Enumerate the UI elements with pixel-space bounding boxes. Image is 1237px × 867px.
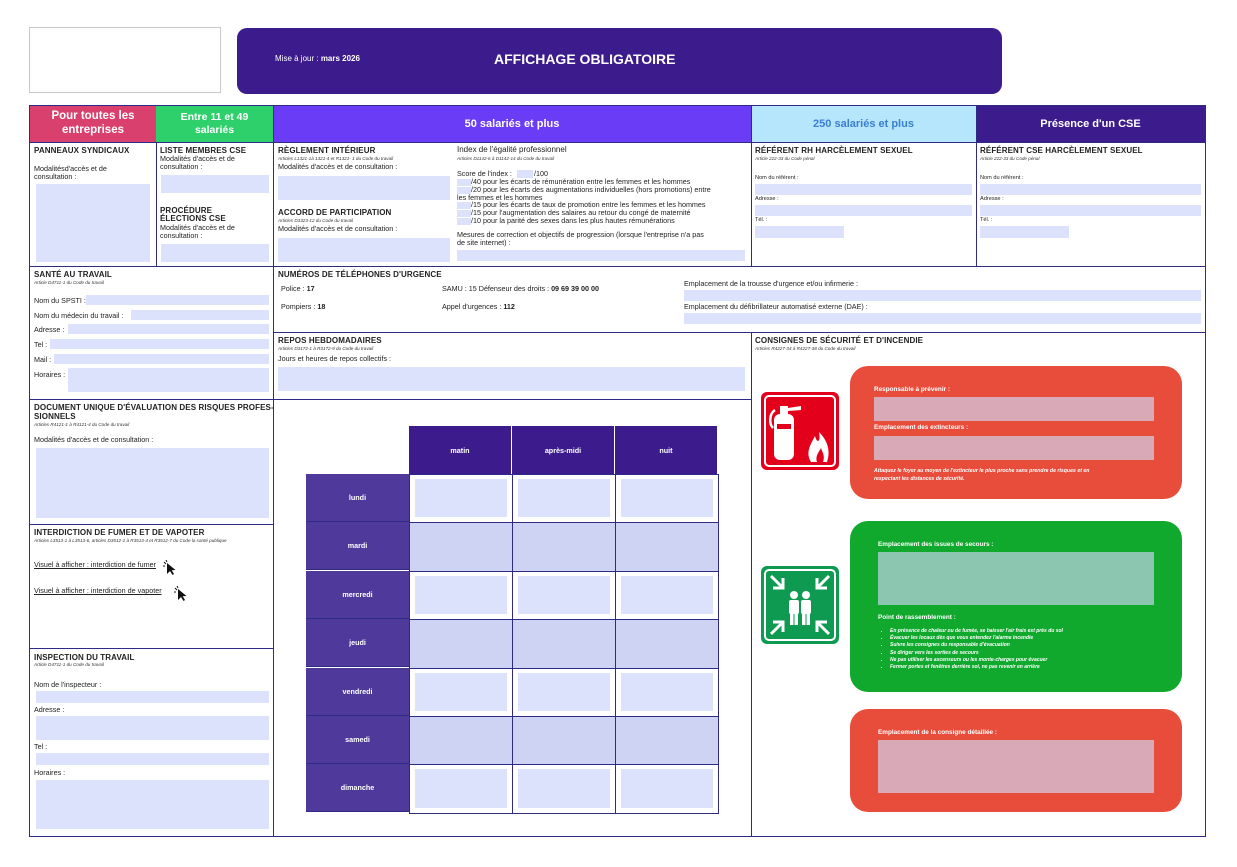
pompiers-label: Pompiers : [281, 302, 316, 311]
accord-ref: Articles D3323-12 du Code du travail [278, 218, 354, 223]
sante-mail-label: Mail : [34, 355, 52, 364]
referent-cse-address-label: Adresse : [980, 196, 1004, 202]
evacuation-card [850, 521, 1182, 692]
schedule-cell-field[interactable] [415, 673, 507, 711]
referent-rh-ref: Article 222-33 du Code pénal [755, 156, 815, 161]
schedule-day-label: mercredi [306, 571, 409, 619]
cursor-icon [174, 586, 190, 607]
index-field-4[interactable] [457, 210, 471, 217]
col-header-11-49: Entre 11 et 49 salariés [156, 106, 273, 142]
responsable-label: Responsable à prévenir : [874, 386, 951, 393]
schedule-day-label: samedi [306, 716, 409, 764]
repos-field[interactable] [278, 367, 745, 391]
referent-rh-title: RÉFÉRENT RH HARCÈLEMENT SEXUEL [755, 146, 913, 155]
index-field-3[interactable] [457, 202, 471, 209]
referent-cse-name-field[interactable] [980, 184, 1201, 195]
schedule-header-cell: nuit [615, 426, 717, 474]
attaquez-line-1: Attaquez le foyer au moyen de l'extincteur le plus proche sans prendre de risques et en [874, 468, 1090, 474]
bullet-item: • Fermer portes et fenêtres derrière soi, ne pas revenir en arrière [890, 664, 1063, 671]
panneaux-label: Modalitésd'accès et de consultation : [34, 164, 107, 182]
inspection-tel-label: Tel : [34, 742, 48, 751]
inspection-adresse-field[interactable] [36, 716, 269, 740]
repos-title: REPOS HEBDOMADAIRES [278, 336, 382, 345]
repos-ref: Articles D3172-1 à R3172-9 du Code du travail [278, 346, 374, 351]
col-header-50: 50 salariés et plus [273, 106, 751, 142]
liste-cse-field[interactable] [161, 175, 269, 193]
police-label: Police : [281, 284, 305, 293]
bullet-item: • Ne pas utiliser les ascenseurs ou les monte-charges pour évacuer [890, 657, 1063, 664]
sante-title: SANTÉ AU TRAVAIL [34, 270, 112, 279]
sante-medecin-field[interactable] [131, 310, 269, 320]
schedule-cell-field[interactable] [518, 576, 610, 614]
sante-spsti-field[interactable] [86, 295, 269, 305]
index-line-4: /15 pour les écarts de taux de promotion entre les femmes et les hommes [471, 200, 706, 209]
schedule-cell[interactable] [615, 716, 719, 765]
referent-rh-tel-field[interactable] [755, 226, 844, 238]
procedure-field[interactable] [161, 244, 269, 262]
liste-cse-title: LISTE MEMBRES CSE [160, 146, 247, 155]
reglement-ref: Articles L1321-1à 1321-4 et R1321- 1 du Code du travail [278, 156, 394, 161]
appel-label: Appel d'urgences : [442, 302, 502, 311]
issues-field[interactable] [878, 552, 1154, 605]
extincteurs-field[interactable] [874, 436, 1154, 460]
index-line-1: /40 pour les écarts de rémunération entre les femmes et les hommes [471, 177, 691, 186]
index-measures-field[interactable] [457, 250, 745, 261]
inspection-horaires-label: Horaires : [34, 768, 66, 777]
panneaux-title: PANNEAUX SYNDICAUX [34, 146, 130, 155]
bullet-item: • Évacuer les locaux dès que vous entendez l'alarme incendie [890, 635, 1063, 642]
schedule-cell-field[interactable] [415, 576, 507, 614]
bullet-item: • Se diriger vers les sorties de secours [890, 650, 1063, 657]
schedule-cell-field[interactable] [621, 576, 713, 614]
inspection-ref: Article D4711-1 du Code du travail [34, 662, 104, 667]
index-score-label: Score de l'index : [457, 169, 512, 178]
schedule-cell-field[interactable] [621, 479, 713, 517]
inspection-adresse-label: Adresse : [34, 705, 65, 714]
referent-cse-tel-field[interactable] [980, 226, 1069, 238]
sante-horaires-label: Horaires : [34, 370, 66, 379]
index-title: Index de l'égalité professionnel [457, 145, 567, 154]
sante-adresse-label: Adresse : [34, 325, 65, 334]
header-banner [237, 28, 1002, 94]
reglement-label: Modalités d'accès et de consultation : [278, 162, 398, 171]
index-line-5: /15 pour l'augmentation des salaires au retour du congé de maternité [471, 208, 691, 217]
urgence-police [281, 285, 315, 293]
sante-tel-label: Tel : [34, 340, 48, 349]
procedure-label: Modalités d'accès et de consultation : [160, 223, 235, 241]
assembly-point-icon [761, 566, 839, 644]
visuel-vapoter-link[interactable]: Visuel à afficher : interdiction de vapoter [34, 586, 162, 595]
schedule-day-label: lundi [306, 474, 409, 522]
dae-label: Emplacement du défibrillateur automatisé externe (DAE) : [684, 302, 868, 311]
consignes-bullets [890, 628, 1063, 671]
schedule-cell[interactable] [512, 522, 616, 571]
schedule-cell[interactable] [512, 716, 616, 765]
sante-tel-field[interactable] [50, 339, 269, 349]
duer-ref: Articles R4121-1 à R4121-4 du Code du travail [34, 422, 130, 427]
col-header-all: Pour toutes les entreprises [30, 106, 156, 142]
pompiers-number: 18 [317, 302, 326, 311]
cursor-icon [163, 560, 179, 581]
index-line-6: /10 pour la parité des sexes dans les plus hautes rémunérations [471, 216, 675, 225]
issues-label: Emplacement des issues de secours : [878, 541, 994, 548]
bullet-item: • Suivre les consignes du responsable d'évacuation [890, 642, 1063, 649]
urgence-title: NUMÉROS DE TÉLÉPHONES D'URGENCE [278, 270, 442, 279]
schedule-cell-field[interactable] [415, 479, 507, 517]
detaillee-label: Emplacement de la consigne détaillée : [878, 729, 997, 736]
update-label: Mise à jour : [275, 54, 319, 63]
col-header-cse: Présence d'un CSE [976, 106, 1205, 142]
referent-cse-ref: Article 222-33 du Code pénal [980, 156, 1040, 161]
urgence-appel [442, 303, 515, 311]
logo-placeholder [29, 27, 221, 93]
referent-cse-name-label: Nom du référent : [980, 175, 1024, 181]
schedule-day-label: mardi [306, 522, 409, 570]
fumer-title: INTERDICTION DE FUMER ET DE VAPOTER [34, 528, 205, 537]
schedule-cell[interactable] [409, 522, 513, 571]
schedule-cell-field[interactable] [621, 673, 713, 711]
schedule-cell-field[interactable] [518, 673, 610, 711]
referent-rh-name-field[interactable] [755, 184, 972, 195]
sante-spsti-label: Nom du SPSTI : [34, 296, 86, 305]
index-field-5[interactable] [457, 218, 471, 225]
procedure-title-2: ÉLECTIONS CSE [160, 214, 226, 223]
extincteurs-label: Emplacement des extincteurs : [874, 424, 969, 431]
schedule-cell[interactable] [409, 716, 513, 765]
accord-field[interactable] [278, 238, 450, 262]
referent-cse-tel-label: Tél. : [980, 217, 993, 223]
inspection-horaires-field[interactable] [36, 780, 269, 829]
schedule-day-label: dimanche [306, 764, 409, 812]
police-number: 17 [306, 284, 315, 293]
reglement-field[interactable] [278, 176, 450, 200]
visuel-fumer-link[interactable]: Visuel à afficher : interdiction de fumer [34, 560, 156, 569]
inspection-tel-field[interactable] [36, 753, 269, 765]
index-measures-2: de site internet) : [457, 238, 511, 247]
appel-number: 112 [503, 302, 515, 311]
liste-cse-label: Modalités d'accès et de consultation : [160, 154, 235, 172]
urgence-pompiers [281, 303, 325, 311]
schedule-cell-field[interactable] [518, 769, 610, 807]
referent-rh-tel-label: Tél. : [755, 217, 768, 223]
inspection-title: INSPECTION DU TRAVAIL [34, 653, 135, 662]
schedule-cell-field[interactable] [518, 479, 610, 517]
referent-cse-title: RÉFÉRENT CSE HARCÈLEMENT SEXUEL [980, 146, 1143, 155]
page-title: AFFICHAGE OBLIGATOIRE [494, 51, 676, 67]
accord-title: ACCORD DE PARTICIPATION [278, 208, 392, 217]
schedule-day-label: vendredi [306, 668, 409, 716]
detaillee-field[interactable] [878, 740, 1154, 793]
schedule-cell[interactable] [512, 619, 616, 668]
schedule-day-label: jeudi [306, 619, 409, 667]
inspection-nom-field[interactable] [36, 691, 269, 703]
index-ref: Articles D1142-6 à D1142-14 du Code du travail [457, 156, 555, 161]
dae-field[interactable] [684, 313, 1201, 324]
schedule-cell[interactable] [615, 522, 719, 571]
duer-title-1: DOCUMENT UNIQUE D'ÉVALUATION DES RISQUES PROFES- [34, 403, 274, 412]
index-line-2: /20 pour les écarts des augmentations individuelles (hors promotions) entre [471, 185, 711, 194]
sante-mail-field[interactable] [54, 354, 269, 364]
attaquez-line-2: respectant les distances de sécurité. [874, 476, 965, 482]
repos-label: Jours et heures de repos collectifs : [278, 354, 392, 363]
index-field-1[interactable] [457, 179, 471, 186]
referent-rh-address-label: Adresse : [755, 196, 779, 202]
index-measures-1: Mesures de correction et objectifs de progression (lorsque l'entreprise n'a pas [457, 230, 704, 239]
fumer-ref: Articles L3513-1 à L3513-6, articles D3512-1 à R3513-4 et R3512-7 du Code la santé publique [34, 538, 227, 543]
sante-adresse-field[interactable] [68, 324, 269, 334]
duer-label: Modalités d'accès et de consultation : [34, 435, 154, 444]
rassemblement-label: Point de rassemblement : [878, 614, 956, 621]
schedule-cell[interactable] [409, 619, 513, 668]
trousse-field[interactable] [684, 290, 1201, 301]
bullet-item: • En présence de chaleur ou de fumée, se baisser l'air frais est près du sol [890, 628, 1063, 635]
samu-label: SAMU : 15 Défenseur des droits : [442, 284, 550, 293]
schedule-cell-field[interactable] [415, 769, 507, 807]
urgence-samu [442, 285, 599, 293]
defenseur-number: 09 69 39 00 00 [551, 284, 600, 293]
reglement-title: RÈGLEMENT INTÉRIEUR [278, 146, 376, 155]
panneaux-field[interactable] [36, 184, 150, 262]
responsable-field[interactable] [874, 397, 1154, 421]
schedule-header-cell: matin [409, 426, 511, 474]
consignes-ref: Articles R4227-34 à R4227-38 du Code du travail [755, 346, 856, 351]
sante-medecin-label: Nom du médecin du travail : [34, 311, 124, 320]
fire-card [850, 366, 1182, 499]
referent-cse-address-field[interactable] [980, 205, 1201, 216]
col-header-250: 250 salariés et plus [751, 106, 976, 142]
duer-field[interactable] [36, 448, 269, 518]
update-line [275, 54, 360, 63]
schedule-header-cell: après-midi [512, 426, 614, 474]
schedule-cell[interactable] [615, 619, 719, 668]
update-value: mars 2026 [320, 54, 360, 63]
consignes-title: CONSIGNES DE SÉCURITÉ ET D'INCENDIE [755, 336, 924, 345]
consigne-detaillee-card [850, 709, 1182, 812]
procedure-title-1: PROCÉDURE [160, 206, 213, 215]
index-line-3: les femmes et les hommes [457, 193, 543, 202]
sante-horaires-field[interactable] [68, 368, 269, 392]
schedule-cell-field[interactable] [621, 769, 713, 807]
referent-rh-name-label: Nom du référent : [755, 175, 799, 181]
trousse-label: Emplacement de la trousse d'urgence et/ou infirmerie : [684, 279, 858, 288]
accord-label: Modalités d'accès et de consultation : [278, 224, 398, 233]
referent-rh-address-field[interactable] [755, 205, 972, 216]
inspection-nom-label: Nom de l'inspecteur : [34, 680, 102, 689]
fire-extinguisher-icon [761, 392, 839, 470]
index-score-suffix: /100 [534, 169, 548, 178]
sante-ref: Article D4711-1 du Code du travail [34, 280, 104, 285]
duer-title-2: SIONNELS [34, 412, 76, 421]
